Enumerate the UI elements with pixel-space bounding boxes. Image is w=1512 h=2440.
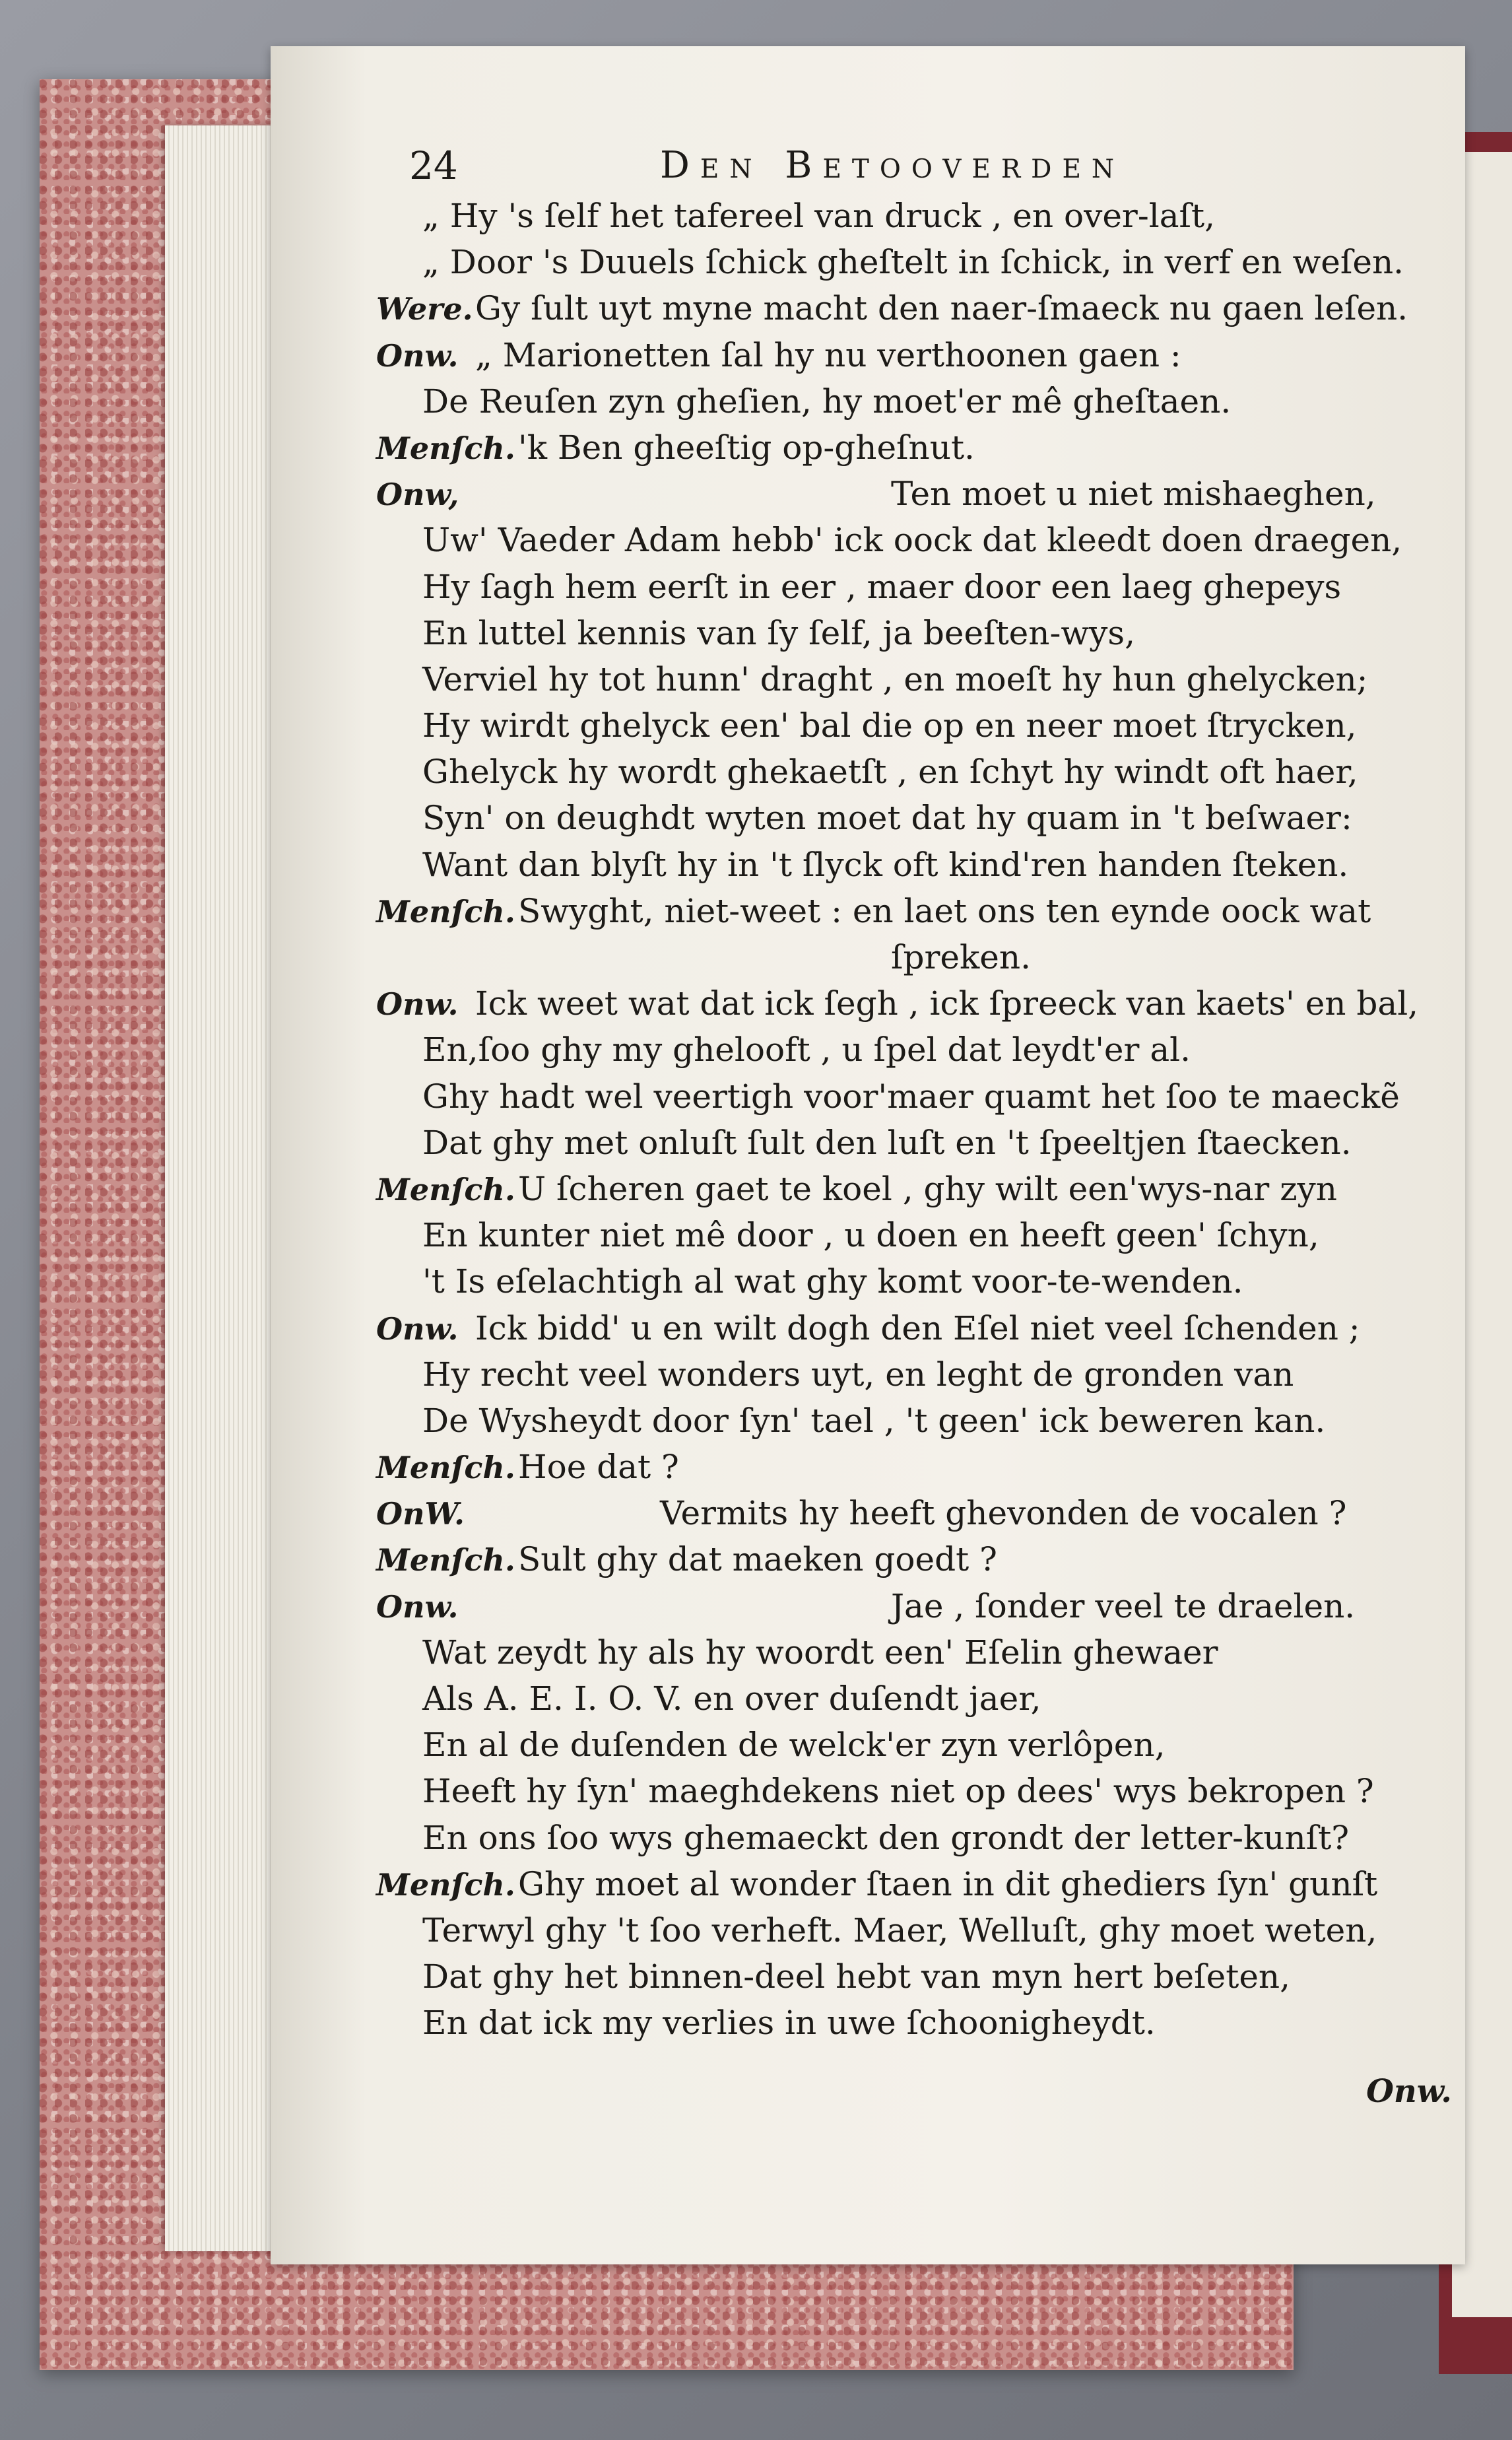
verse-line (376, 1027, 1459, 1073)
page-number: 24 (409, 143, 458, 188)
verse-line (376, 1166, 1459, 1212)
verse-line (376, 285, 1459, 331)
speaker-label: Menſch. (376, 893, 515, 930)
verse-line (376, 1073, 1459, 1120)
speaker-label: Were. (376, 291, 473, 327)
verse-text: „ Hy 's ſelf het tafereel van druck , en over-laſt, (422, 197, 1216, 235)
verse-line (376, 1676, 1459, 1722)
verse-line (376, 332, 1459, 378)
verse-text: Ick bidd' u en wilt dogh den Eſel niet veel ſchenden ; (475, 1308, 1360, 1347)
verse-line (376, 1815, 1459, 1861)
verse-line (376, 2000, 1459, 2046)
verse-text: Wat zeydt hy als hy woordt een' Eſelin ghewaer (422, 1633, 1218, 1672)
verse-line (376, 1583, 1459, 1629)
running-head (409, 136, 1452, 195)
verse-line (376, 1536, 1459, 1582)
verse-text: En dat ick my verlies in uwe ſchoonigheydt. (422, 2004, 1156, 2043)
speaker-label: Menſch. (376, 430, 515, 466)
speaker-label: Onw. (376, 1588, 459, 1625)
verse-text: En ons ſoo wys ghemaeckt den grondt der letter-kunſt? (422, 1818, 1350, 1857)
verse-line (376, 1629, 1459, 1676)
verse-text: Syn' on deughdt wyten moet dat hy quam in 't beſwaer: (422, 799, 1352, 838)
verse-text: Ten moet u niet mishaeghen, (891, 475, 1376, 514)
verse-text: 'k Ben gheeſtig op-gheſnut. (518, 428, 975, 467)
verse-line (376, 1722, 1459, 1768)
verse-text: Ick weet wat dat ick ſegh , ick ſpreeck van kaets' en bal, (475, 984, 1419, 1023)
verse-line (376, 1490, 1459, 1536)
verse-text: Verviel hy tot hunn' draght , en moeſt hy hun ghelycken; (422, 660, 1368, 698)
text-block (376, 193, 1459, 2047)
verse-text: Terwyl ghy 't ſoo verheft. Maer, Welluſt, ghy moet weten, (422, 1911, 1377, 1949)
verse-line (376, 1212, 1459, 1258)
verse-line (376, 378, 1459, 424)
verse-text: Uw' Vaeder Adam hebb' ick oock dat kleedt doen draegen, (422, 521, 1402, 560)
verse-text: Hoe dat ? (518, 1448, 679, 1487)
verse-text: En al de duſenden de welck'er zyn verlôpen, (422, 1726, 1166, 1765)
verse-text: Want dan blyſt hy in 't ſlyck oft kind'ren handen ſteken. (422, 845, 1349, 884)
verse-line (376, 749, 1459, 795)
verse-text: Vermits hy heeft ghevonden de vocalen ? (660, 1494, 1347, 1533)
verse-line (376, 1120, 1459, 1166)
speaker-label: OnW. (376, 1496, 465, 1532)
speaker-label: Menſch. (376, 1542, 515, 1578)
verse-line (376, 1258, 1459, 1305)
verse-text: Jae , ſonder veel te draelen. (891, 1586, 1356, 1625)
verse-line (376, 610, 1459, 656)
verse-text: Ghy moet al wonder ſtaen in dit ghediers ſyn' gunſt (518, 1864, 1378, 1903)
verse-line (376, 1351, 1459, 1398)
verse-line (376, 1444, 1459, 1490)
speaker-label: Menſch. (376, 1171, 515, 1207)
speaker-label: Onw. (376, 986, 459, 1023)
verse-line (376, 795, 1459, 841)
running-title: Den Betooverden (660, 144, 1125, 187)
verse-line (376, 1305, 1459, 1351)
verse-text: Hy wirdt ghelyck een' bal die op en neer moet ſtrycken, (422, 706, 1357, 745)
verse-line (376, 239, 1459, 285)
verse-text: Hy recht veel wonders uyt, en leght de gronden van (422, 1355, 1294, 1394)
verse-text: Hy ſagh hem eerſt in eer , maer door een laeg ghepeys (422, 567, 1342, 606)
verse-line (376, 564, 1459, 610)
verse-line (376, 1907, 1459, 1953)
speaker-label: Menſch. (376, 1866, 515, 1903)
verse-text: Heeft hy ſyn' maeghdekens niet op dees' wys bekropen ? (422, 1772, 1374, 1811)
verse-text: Dat ghy met onluſt ſult den luſt en 't ſpeeltjen ſtaecken. (422, 1123, 1352, 1162)
verse-line (376, 934, 1459, 980)
verse-line (376, 1768, 1459, 1814)
verse-text: U ſcheren gaet te koel , ghy wilt een'wys-nar zyn (518, 1169, 1337, 1208)
verse-line (376, 517, 1459, 563)
verse-line (376, 424, 1459, 471)
verse-line (376, 702, 1459, 749)
verse-text: Ghy hadt wel veertigh voor'maer quamt het ſoo te maeckẽ (422, 1077, 1400, 1116)
verse-text: En kunter niet mê door , u doen en heeft geen' ſchyn, (422, 1216, 1319, 1255)
verse-line (376, 656, 1459, 702)
verse-text: En luttel kennis van ſy ſelf, ja beeſten-wys, (422, 613, 1135, 652)
verse-line (376, 471, 1459, 517)
speaker-label: Onw. (376, 1310, 459, 1347)
speaker-label: Onw, (376, 477, 459, 513)
verse-line (376, 1953, 1459, 2000)
verse-text: Swyght, niet-weet : en laet ons ten eynde oock wat (518, 891, 1371, 930)
verse-text: De Reuſen zyn gheſien, hy moet'er mê gheſtaen. (422, 382, 1232, 421)
verse-text: „ Marionetten ſal hy nu verthoonen gaen : (475, 335, 1181, 374)
speaker-label: Onw. (376, 337, 459, 374)
verse-line (376, 888, 1459, 934)
verse-line (376, 1398, 1459, 1444)
verse-line (376, 980, 1459, 1027)
verse-text: Dat ghy het binnen-deel hebt van myn hert beſeten, (422, 1957, 1291, 1996)
verse-text: Ghelyck hy wordt ghekaetſt , en ſchyt hy windt oft haer, (422, 753, 1358, 792)
verse-text: Gy ſult uyt myne macht den naer-ſmaeck nu gaen leſen. (475, 289, 1408, 328)
speaker-label: Menſch. (376, 1450, 515, 1486)
verse-line (376, 193, 1459, 239)
verse-line (376, 842, 1459, 888)
book-page (271, 46, 1465, 2264)
verse-text: En,ſoo ghy my ghelooft , u ſpel dat leydt'er al. (422, 1031, 1191, 1069)
verse-text: ſpreken. (891, 938, 1031, 976)
verse-text: 't Is eſelachtigh al wat ghy komt voor-te-wenden. (422, 1262, 1243, 1301)
verse-text: Als A. E. I. O. V. en over duſendt jaer, (422, 1679, 1041, 1718)
verse-text: „ Door 's Duuels ſchick gheſtelt in ſchick, in verf en weſen. (422, 243, 1404, 282)
catchword: Onw. (1366, 2073, 1452, 2110)
verse-line (376, 1861, 1459, 1907)
verse-text: De Wysheydt door ſyn' tael , 't geen' ick beweren kan. (422, 1401, 1326, 1440)
verse-text: Sult ghy dat maeken goedt ? (518, 1540, 997, 1579)
